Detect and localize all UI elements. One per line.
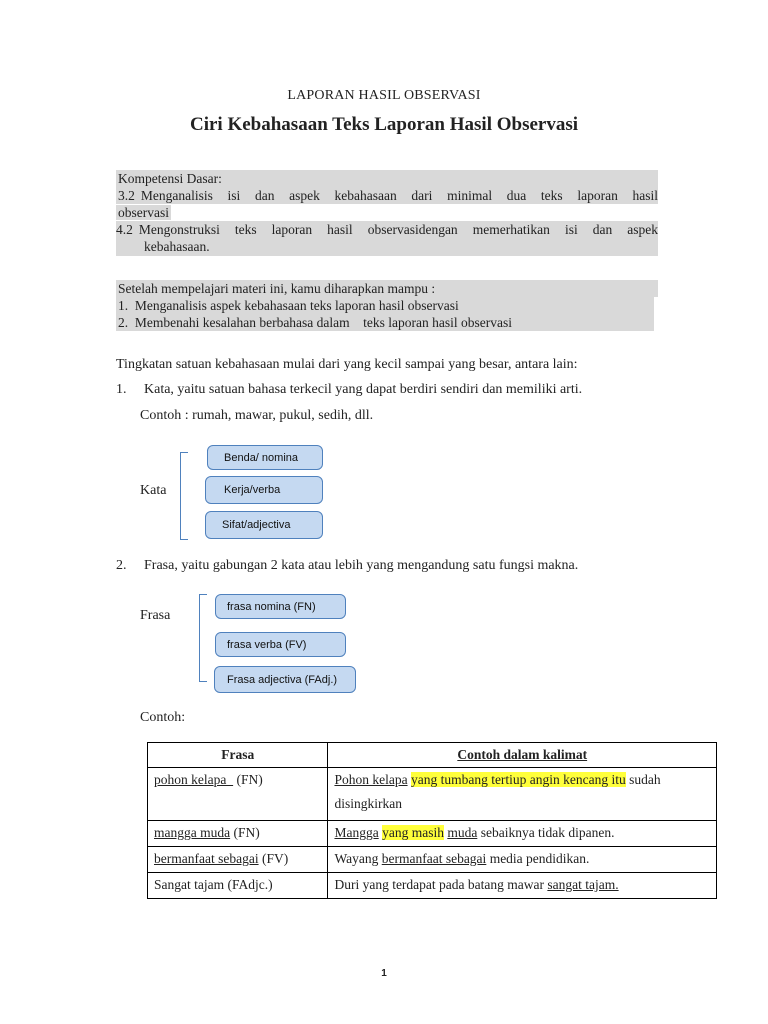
node-frasa-adjectiva: Frasa adjectiva (FAdj.): [214, 666, 356, 693]
frasa-cell: pohon kelapa (FN): [148, 768, 328, 821]
sentence-cell: Pohon kelapa yang tumbang tertiup angin kencang itu sudah disingkirkan: [328, 768, 717, 821]
table-header-row: [148, 743, 717, 768]
kata-definition: Kata, yaitu satuan bahasa terkecil yang dapat berdiri sendiri dan memiliki arti.: [144, 382, 583, 397]
frasa-example-table: [147, 742, 717, 899]
sentence-cell: Mangga yang masih muda sebaiknya tidak dipanen.: [328, 821, 717, 847]
sentence-cell: Duri yang terdapat pada batang mawar sangat tajam.: [328, 873, 717, 899]
kata-diagram-label: Kata: [140, 483, 167, 498]
table-row: [148, 873, 717, 899]
node-frasa-verba: frasa verba (FV): [215, 632, 346, 657]
example-label: Contoh:: [140, 710, 186, 725]
intro-paragraph: Tingkatan satuan kebahasaan mulai dari yang kecil sampai yang besar, antara lain:: [116, 357, 578, 372]
kd-heading: Kompetensi Dasar:: [116, 170, 658, 187]
goals-heading: Setelah mempelajari materi ini, kamu diharapkan mampu :: [116, 280, 658, 297]
kata-list-number: 1.: [116, 382, 127, 397]
column-header-contoh: Contoh dalam kalimat: [328, 743, 717, 768]
table-row: [148, 847, 717, 873]
kompetensi-dasar-box: [116, 170, 658, 256]
document-header: LAPORAN HASIL OBSERVASI: [287, 88, 481, 103]
frasa-list-number: 2.: [116, 558, 127, 573]
node-frasa-nomina: frasa nomina (FN): [215, 594, 346, 619]
goal-item-1: 1. Menganalisis aspek kebahasaan teks laporan hasil observasi: [116, 297, 654, 314]
kata-example: Contoh : rumah, mawar, pukul, sedih, dll.: [140, 408, 374, 423]
node-sifat-adjectiva: Sifat/adjectiva: [205, 511, 323, 539]
frasa-cell: mangga muda (FN): [148, 821, 328, 847]
column-header-frasa: Frasa: [148, 743, 328, 768]
document-title: Ciri Kebahasaan Teks Laporan Hasil Observasi: [190, 114, 578, 135]
frasa-definition: Frasa, yaitu gabungan 2 kata atau lebih yang mengandung satu fungsi makna.: [144, 558, 579, 573]
node-benda-nomina: Benda/ nomina: [207, 445, 323, 470]
kd-item-2: 4.2 Mengonstruksi teks laporan hasil observasidengan memerhatikan isi dan aspek: [116, 222, 658, 237]
frasa-diagram-label: Frasa: [140, 608, 171, 623]
table-row: [148, 768, 717, 821]
page-number: 1: [381, 968, 387, 979]
sentence-cell: Wayang bermanfaat sebagai media pendidikan.: [328, 847, 717, 873]
learning-goals-box: [116, 280, 658, 331]
frasa-cell: bermanfaat sebagai (FV): [148, 847, 328, 873]
table-row: [148, 821, 717, 847]
kata-bracket: [180, 452, 188, 540]
kd-item-2-cont: kebahasaan.: [116, 238, 658, 256]
kd-item-1-cont: observasi: [118, 205, 169, 220]
frasa-bracket: [199, 594, 207, 682]
kd-item-1: 3.2 Menganalisis isi dan aspek kebahasaan dari minimal dua teks laporan hasil: [118, 188, 658, 203]
goal-item-2: 2. Membenahi kesalahan berbahasa dalam teks laporan hasil observasi: [116, 314, 654, 331]
frasa-cell: Sangat tajam (FAdjc.): [148, 873, 328, 899]
node-kerja-verba: Kerja/verba: [205, 476, 323, 504]
